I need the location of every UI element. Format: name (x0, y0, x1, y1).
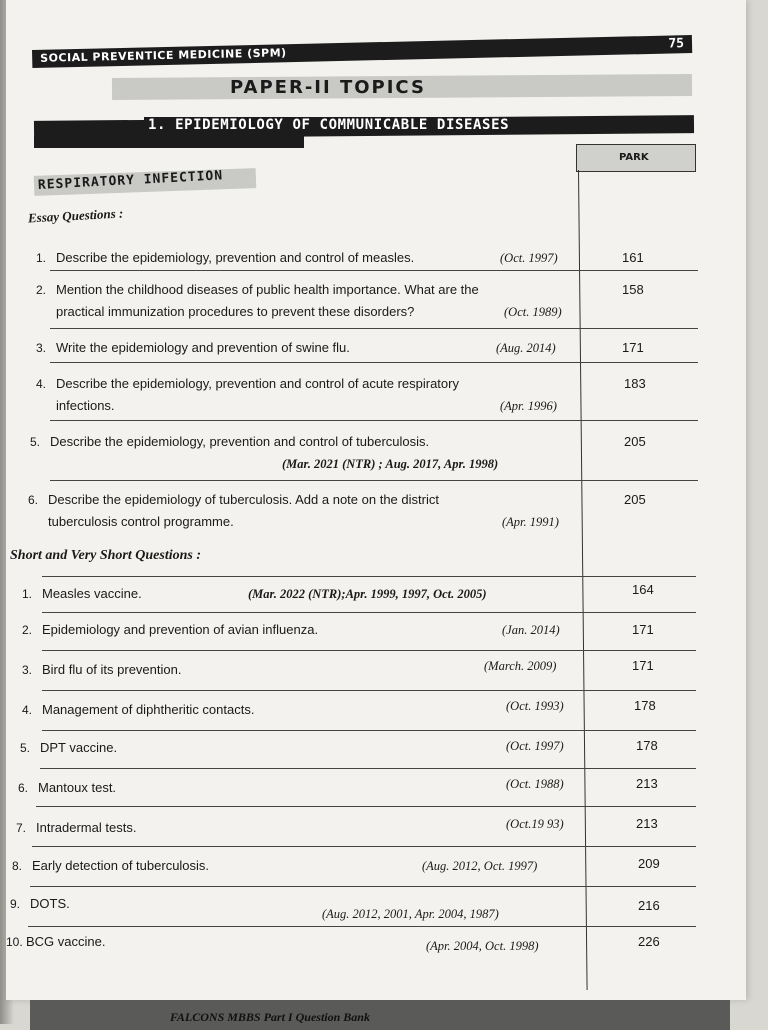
footer-title: FALCONS MBBS Part I Question Bank (170, 1010, 370, 1024)
row-rule (42, 576, 696, 577)
question-date: (Mar. 2021 (NTR) ; Aug. 2017, Apr. 1998) (282, 457, 499, 471)
subject-title: SOCIAL PREVENTICE MEDICINE (SPM) (40, 46, 287, 65)
row-rule (28, 926, 696, 927)
question-text: Mantoux test. (38, 780, 117, 795)
question-date: (Aug. 2012, 2001, Apr. 2004, 1987) (322, 907, 499, 921)
question-date: (Oct. 1997) (500, 251, 558, 265)
park-page: 178 (634, 698, 656, 713)
question-date: (Apr. 1991) (502, 515, 559, 529)
section-title: 1. EPIDEMIOLOGY OF COMMUNICABLE DISEASES (144, 117, 513, 133)
question-text: Mention the childhood diseases of public health importance. What are the (56, 282, 479, 297)
question-text: Management of diphtheritic contacts. (42, 702, 255, 717)
row-rule (50, 480, 698, 481)
question-date: (Aug. 2012, Oct. 1997) (422, 859, 538, 873)
row-rule (30, 886, 696, 887)
question-date: (Oct. 1993) (506, 699, 564, 713)
row-rule (36, 806, 696, 807)
question-date: (Aug. 2014) (496, 341, 556, 355)
row-rule (40, 768, 696, 769)
row-rule (50, 270, 698, 271)
question-date: (Oct. 1988) (506, 777, 564, 791)
short-questions-heading: Short and Very Short Questions : (10, 548, 202, 563)
question-text: Bird flu of its prevention. (42, 662, 182, 677)
question-text: BCG vaccine. (26, 934, 106, 949)
row-rule (42, 612, 696, 613)
question-text: Write the epidemiology and prevention of swine flu. (56, 340, 350, 355)
row-rule (32, 846, 696, 847)
question-date: (Apr. 2004, Oct. 1998) (426, 939, 539, 953)
park-page: 209 (638, 856, 660, 871)
park-page: 164 (632, 582, 654, 597)
question-text-cont: practical immunization procedures to prevent these disorders? (56, 304, 415, 319)
question-text: Measles vaccine. (42, 586, 142, 601)
subsection-title: RESPIRATORY INFECTION (37, 168, 224, 193)
section-band-tail (34, 136, 304, 148)
park-page: 213 (636, 816, 658, 831)
page-number: 75 (668, 36, 685, 52)
park-page: 183 (624, 376, 646, 391)
question-date: (Mar. 2022 (NTR);Apr. 1999, 1997, Oct. 2005) (248, 587, 487, 601)
question-date: (Apr. 1996) (500, 399, 557, 413)
paper-title: PAPER-II TOPICS (230, 77, 426, 98)
park-page: 213 (636, 776, 658, 791)
park-page: 205 (624, 492, 646, 507)
park-page: 205 (624, 434, 646, 449)
park-column-header (576, 144, 696, 172)
question-text: Describe the epidemiology, prevention and control of acute respiratory (56, 376, 459, 391)
park-page: 171 (632, 658, 654, 673)
question-text: Describe the epidemiology, prevention and control of measles. (56, 250, 415, 265)
question-date: (Oct. 1989) (504, 305, 562, 319)
question-date: (Oct. 1997) (506, 739, 564, 753)
park-page: 171 (632, 622, 654, 637)
row-rule (50, 362, 698, 363)
row-rule (50, 328, 698, 329)
park-page: 161 (622, 250, 644, 265)
row-rule (42, 650, 696, 651)
question-text: Describe the epidemiology of tuberculosis. Add a note on the district (48, 492, 439, 507)
question-text: Epidemiology and prevention of avian influenza. (42, 622, 319, 637)
question-text: DOTS. (30, 896, 70, 911)
row-rule (42, 730, 696, 731)
row-rule (50, 420, 698, 421)
park-page: 158 (622, 282, 644, 297)
essay-questions-heading: Essay Questions : (27, 205, 124, 226)
park-page: 171 (622, 340, 644, 355)
question-date: (March. 2009) (484, 659, 557, 673)
question-text-cont: tuberculosis control programme. (48, 514, 234, 529)
question-text-cont: infections. (56, 398, 115, 413)
park-page: 178 (636, 738, 658, 753)
question-date: (Oct.19 93) (506, 817, 564, 831)
row-rule (42, 690, 696, 691)
question-text: Intradermal tests. (36, 820, 137, 835)
footer-band (30, 1000, 730, 1030)
question-date: (Jan. 2014) (502, 623, 560, 637)
park-header-label: PARK (619, 152, 649, 163)
question-text: DPT vaccine. (40, 740, 118, 755)
park-page: 226 (638, 934, 660, 949)
question-text: Early detection of tuberculosis. (32, 858, 210, 873)
park-page: 216 (638, 898, 660, 913)
question-text: Describe the epidemiology, prevention and control of tuberculosis. (50, 434, 430, 449)
